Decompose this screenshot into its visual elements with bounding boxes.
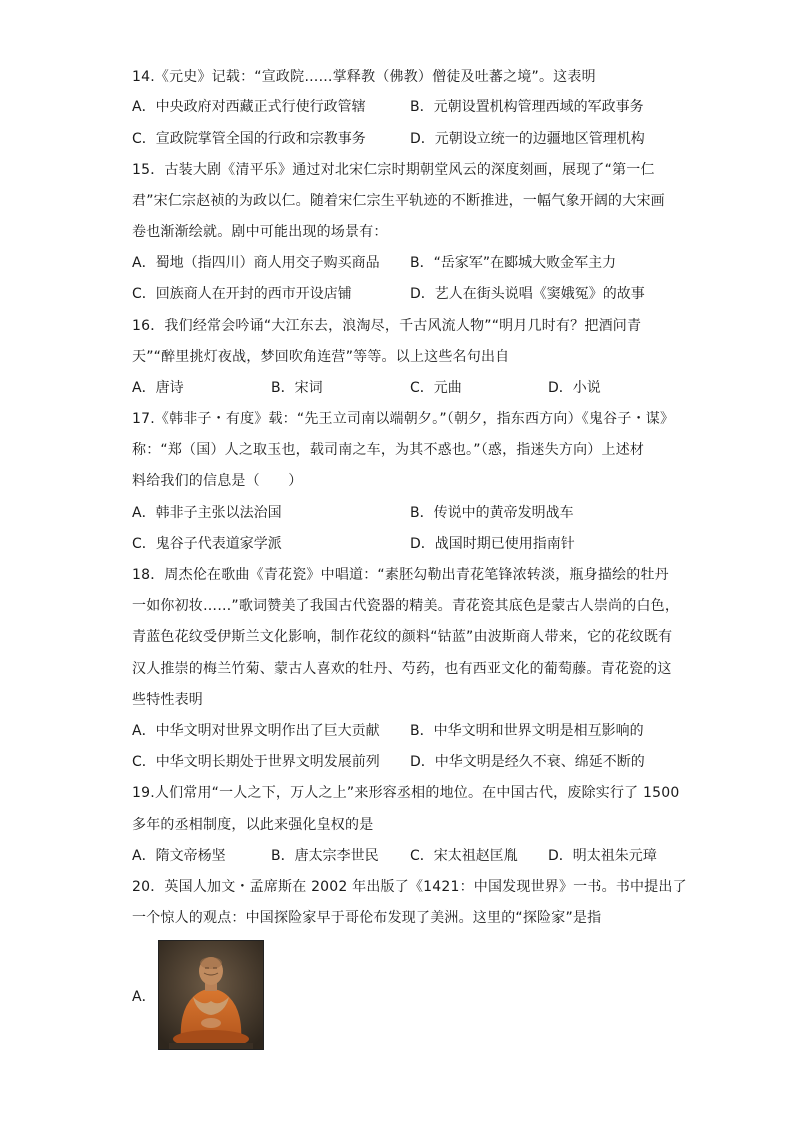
q17-stem-line1: 17.《韩非子・有度》载：“先王立司南以端朝夕。”（朝夕，指东西方向）《鬼谷子・谋》	[132, 411, 675, 427]
q20-option-a-label: A．	[132, 989, 156, 1005]
q16-stem-line2: 天”“醉里挑灯夜战，梦回吹角连营”等等。以上这些名句出自	[132, 349, 510, 365]
q17-option-a: A．韩非子主张以法治国	[132, 505, 282, 521]
q15-option-c: C．回族商人在开封的西市开设店铺	[132, 286, 352, 302]
q16-option-a: A．唐诗	[132, 380, 184, 396]
q17-stem-line3: 料给我们的信息是（ ）	[132, 473, 303, 489]
q20-option-a-image	[158, 940, 264, 1050]
q15-stem-line3: 卷也渐渐绘就。剧中可能出现的场景有：	[132, 224, 388, 240]
q18-option-d: D．中华文明是经久不衰、绵延不断的	[410, 754, 645, 770]
q16-stem-line1: 16．我们经常会吟诵“大江东去，浪淘尽，千古风流人物”“明月几时有？把酒问青	[132, 318, 642, 334]
q14-option-d: D．元朝设立统一的边疆地区管理机构	[410, 131, 645, 147]
q15-stem-line1: 15．古装大剧《清平乐》通过对北宋仁宗时期朝堂风云的深度刻画，展现了“第一仁	[132, 162, 655, 178]
seated-monk-statue-image	[159, 941, 263, 1049]
q15-option-d: D．艺人在街头说唱《窦娥冤》的故事	[410, 286, 645, 302]
q18-stem-line5: 些特性表明	[132, 692, 203, 708]
q18-option-c: C．中华文明长期处于世界文明发展前列	[132, 754, 380, 770]
q18-stem-line2: 一如你初妆……”歌词赞美了我国古代瓷器的精美。青花瓷其底色是蒙古人崇尚的白色，	[132, 598, 680, 614]
q15-option-a: A．蜀地（指四川）商人用交子购买商品	[132, 255, 380, 271]
q18-stem-line4: 汉人推崇的梅兰竹菊、蒙古人喜欢的牡丹、芍药，也有西亚文化的葡萄藤。青花瓷的这	[132, 661, 672, 677]
q17-stem-line2: 称：“郑（国）人之取玉也，载司南之车，为其不惑也。”（惑，指迷失方向）上述材	[132, 442, 645, 458]
q15-stem-line2: 君”宋仁宗赵祯的为政以仁。随着宋仁宗生平轨迹的不断推进，一幅气象开阔的大宋画	[132, 193, 665, 209]
q14-option-c: C．宣政院掌管全国的行政和宗教事务	[132, 131, 366, 147]
q18-option-b: B．中华文明和世界文明是相互影响的	[410, 723, 644, 739]
q19-option-d: D．明太祖朱元璋	[548, 848, 657, 864]
q19-stem-line1: 19.人们常用“一人之下，万人之上”来形容丞相的地位。在中国古代，废除实行了 1500	[132, 785, 680, 801]
q18-stem-line3: 青蓝色花纹受伊斯兰文化影响，制作花纹的颜料“钴蓝”由波斯商人带来，它的花纹既有	[132, 629, 673, 645]
q20-stem-line2: 一个惊人的观点：中国探险家早于哥伦布发现了美洲。这里的“探险家”是指	[132, 910, 602, 926]
q19-stem-line2: 多年的丞相制度，以此来强化皇权的是	[132, 817, 374, 833]
q15-option-b: B．“岳家军”在郾城大败金军主力	[410, 255, 617, 271]
q16-option-c: C．元曲	[410, 380, 462, 396]
q16-option-d: D．小说	[548, 380, 601, 396]
q16-option-b: B．宋词	[271, 380, 323, 396]
q20-stem-line1: 20．英国人加文・孟席斯在 2002 年出版了《1421：中国发现世界》一书。书中提出了	[132, 879, 687, 895]
q17-option-d: D．战国时期已使用指南针	[410, 536, 575, 552]
q18-option-a: A．中华文明对世界文明作出了巨大贡献	[132, 723, 380, 739]
q19-option-c: C．宋太祖赵匡胤	[410, 848, 518, 864]
q14-stem: 14.《元史》记载：“宣政院……掌释教（佛教）僧徒及吐蕃之境”。这表明	[132, 69, 596, 85]
q18-stem-line1: 18．周杰伦在歌曲《青花瓷》中唱道：“素胚勾勒出青花笔锋浓转淡，瓶身描绘的牡丹	[132, 567, 669, 583]
q17-option-c: C．鬼谷子代表道家学派	[132, 536, 282, 552]
q17-option-b: B．传说中的黄帝发明战车	[410, 505, 574, 521]
q14-option-a: A．中央政府对西藏正式行使行政管辖	[132, 99, 366, 115]
q19-option-a: A．隋文帝杨坚	[132, 848, 226, 864]
q14-option-b: B．元朝设置机构管理西域的军政事务	[410, 99, 644, 115]
q19-option-b: B．唐太宗李世民	[271, 848, 379, 864]
